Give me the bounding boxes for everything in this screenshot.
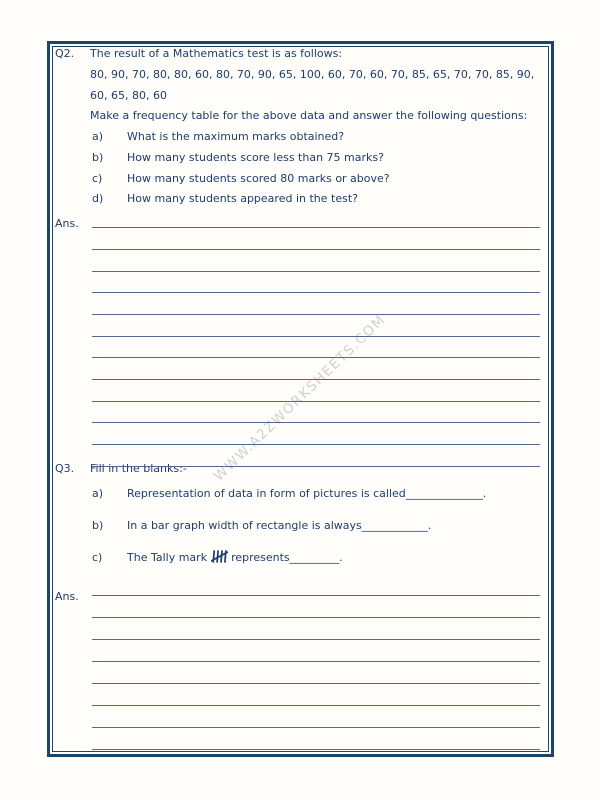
answer-line <box>92 272 540 294</box>
q2-subquestion-b-label: b) <box>92 151 104 164</box>
q2-subquestion-a-label: a) <box>92 130 104 143</box>
answer-line <box>92 337 540 359</box>
q2-subquestion-d <box>92 191 358 206</box>
q2-answer-label: Ans. <box>55 217 79 230</box>
answer-line <box>92 618 540 640</box>
q3-label: Q3. <box>55 462 75 475</box>
q2-instruction: Make a frequency table for the above data and answer the following questions: <box>90 109 528 122</box>
answer-line <box>92 684 540 706</box>
q2-data-line-2: 60, 65, 80, 60 <box>90 89 167 102</box>
q2-subquestion-a-text: What is the maximum marks obtained? <box>127 130 345 143</box>
q2-subquestion-d-text: How many students appeared in the test? <box>127 192 358 205</box>
q3-item-a-label: a) <box>92 487 104 500</box>
q3-item-c-text-before: The Tally mark <box>127 551 208 564</box>
answer-line <box>92 596 540 618</box>
tally-mark-icon <box>211 550 228 563</box>
q2-subquestion-b <box>92 150 384 165</box>
q3-item-b-label: b) <box>92 519 104 532</box>
answer-line <box>92 575 540 597</box>
q2-intro: The result of a Mathematics test is as follows: <box>90 47 343 60</box>
q2-data-line-1: 80, 90, 70, 80, 80, 60, 80, 70, 90, 65, 100, 60, 70, 60, 70, 85, 65, 70, 70, 85, 90, <box>90 68 535 81</box>
answer-line <box>92 445 540 467</box>
q2-subquestion-c-text: How many students scored 80 marks or above? <box>127 172 390 185</box>
q3-answer-label: Ans. <box>55 590 79 603</box>
q3-item-c-label: c) <box>92 551 103 564</box>
q3-item-b <box>92 518 431 533</box>
q2-subquestion-c-label: c) <box>92 172 103 185</box>
q3-answer-lines <box>92 575 540 750</box>
answer-line <box>92 640 540 662</box>
q2-subquestion-a <box>92 129 344 144</box>
q3-item-c-text-after: represents_________. <box>231 551 343 564</box>
q2-label: Q2. <box>55 47 75 60</box>
answer-line <box>92 315 540 337</box>
watermark: WWW.A2ZWORKSHEETS.COM <box>210 311 390 485</box>
q3-title: Fill in the blanks:- <box>90 462 187 475</box>
answer-line <box>92 358 540 380</box>
q2-subquestion-c <box>92 171 390 186</box>
q3-item-b-text: In a bar graph width of rectangle is always____________. <box>127 519 432 532</box>
answer-line <box>92 228 540 250</box>
answer-line <box>92 250 540 272</box>
q2-answer-lines <box>92 207 540 467</box>
q2-subquestion-d-label: d) <box>92 192 104 205</box>
q2-subquestion-b-text: How many students score less than 75 marks? <box>127 151 384 164</box>
answer-line <box>92 423 540 445</box>
q3-item-c <box>92 550 343 565</box>
answer-line <box>92 728 540 750</box>
q3-item-a-text: Representation of data in form of pictures is called______________. <box>127 487 487 500</box>
answer-line <box>92 380 540 402</box>
answer-line <box>92 402 540 424</box>
answer-line <box>92 207 540 229</box>
answer-line <box>92 706 540 728</box>
answer-line <box>92 293 540 315</box>
q3-item-a <box>92 486 486 501</box>
answer-line <box>92 662 540 684</box>
